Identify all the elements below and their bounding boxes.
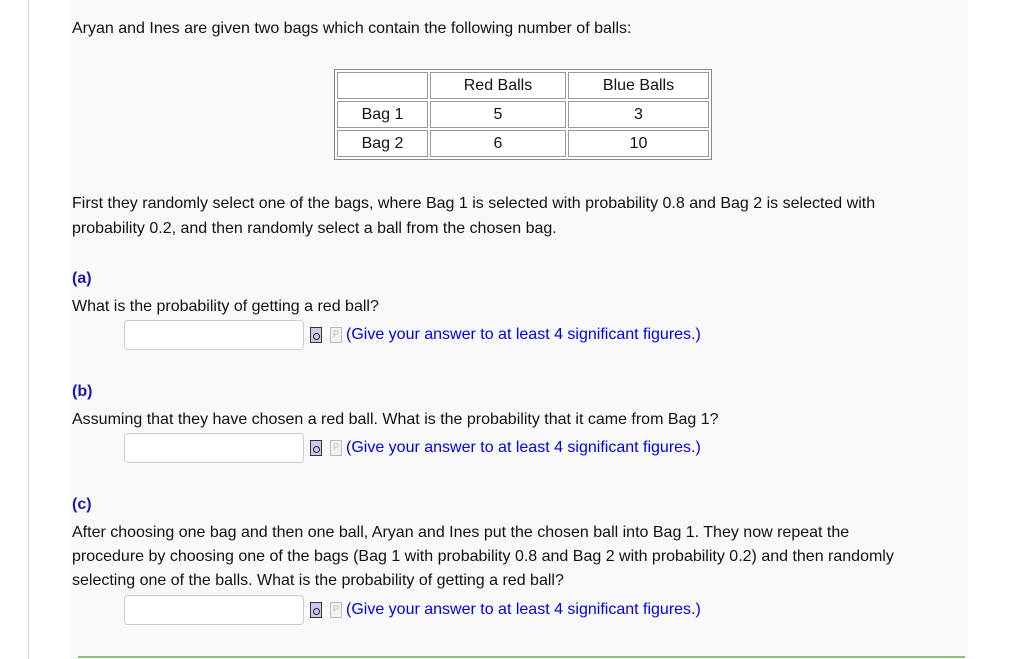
part-c-question-line: procedure by choosing one of the bags (Bag 1 with probability 0.8 and Bag 2 with probability 0.2) and then randomly (72, 548, 894, 565)
part-b-label: (b) (72, 383, 93, 400)
intro-text: Aryan and Ines are given two bags which contain the following number of balls: (72, 20, 632, 37)
table-cell: Bag 2 (337, 130, 428, 157)
part-c-question-line: After choosing one bag and then one ball, Aryan and Ines put the chosen ball into Bag 1. They now repeat the (72, 524, 850, 541)
part-b-question: Assuming that they have chosen a red ball. What is the probability that it came from Bag 1? (72, 411, 719, 428)
part-c-hint: (Give your answer to at least 4 significant figures.) (346, 601, 701, 618)
pdf-icon[interactable] (330, 327, 342, 343)
balls-table (334, 69, 712, 160)
description-line: First they randomly select one of the bags, where Bag 1 is selected with probability 0.8 and Bag 2 is selected with (72, 195, 876, 212)
part-b-hint: (Give your answer to at least 4 significant figures.) (346, 439, 701, 456)
part-c-question-line: selecting one of the balls. What is the probability of getting a red ball? (72, 572, 564, 589)
part-a-answer-input[interactable] (124, 320, 304, 350)
table-cell: 5 (430, 101, 566, 128)
table-cell: 3 (568, 101, 709, 128)
left-divider (28, 0, 29, 659)
table-row (337, 130, 709, 157)
section-divider (78, 656, 965, 658)
table-header-row (337, 72, 709, 99)
part-a-question: What is the probability of getting a red ball? (72, 298, 379, 315)
part-c-label: (c) (72, 496, 92, 513)
table-cell: 10 (568, 130, 709, 157)
table-header: Blue Balls (568, 72, 709, 99)
pdf-icon[interactable] (330, 602, 342, 618)
table-cell: Bag 1 (337, 101, 428, 128)
part-a-hint: (Give your answer to at least 4 significant figures.) (346, 326, 701, 343)
pdf-icon[interactable] (330, 440, 342, 456)
preview-icon[interactable] (310, 602, 322, 618)
part-b-answer-input[interactable] (124, 433, 304, 463)
description-line: probability 0.2, and then randomly select a ball from the chosen bag. (72, 220, 557, 237)
table-cell: 6 (430, 130, 566, 157)
table-header: Red Balls (430, 72, 566, 99)
part-c-answer-input[interactable] (124, 595, 304, 625)
preview-icon[interactable] (310, 440, 322, 456)
preview-icon[interactable] (310, 327, 322, 343)
table-header (337, 72, 428, 99)
table-row (337, 101, 709, 128)
part-a-label: (a) (72, 270, 92, 287)
